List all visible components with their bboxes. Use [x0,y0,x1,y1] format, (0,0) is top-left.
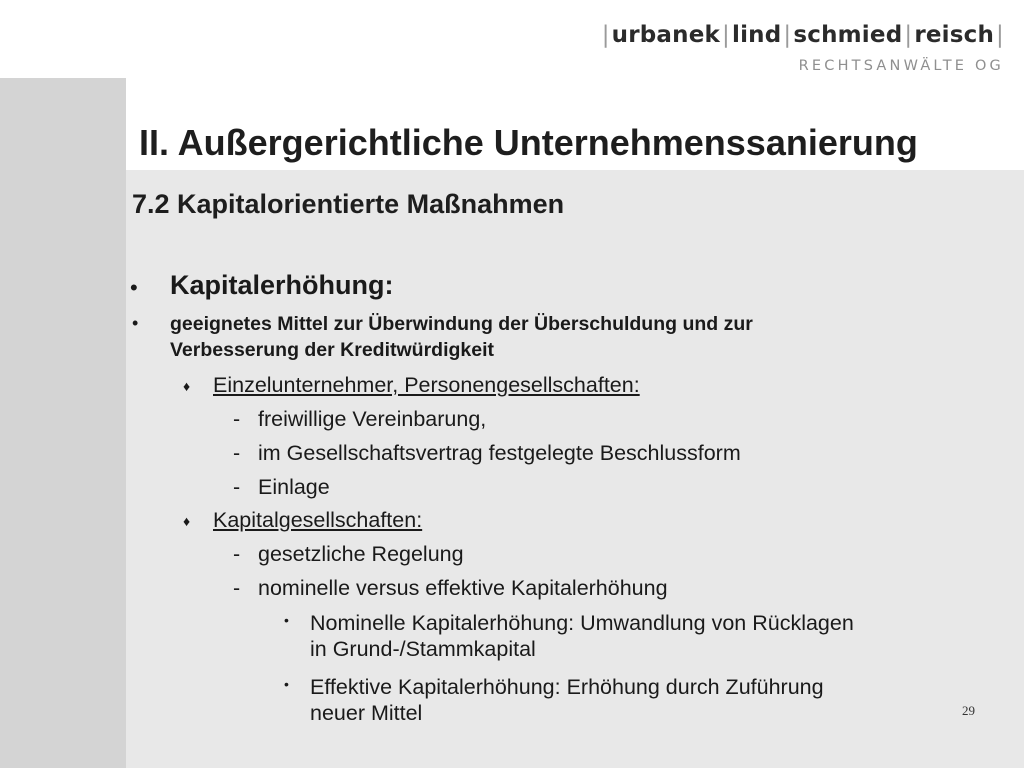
small-bullet-marker: • [284,612,289,628]
logo-name-urbanek: urbanek [611,22,721,48]
dash-marker: - [233,542,241,566]
logo-separator: | [601,22,610,48]
dash-marker: - [233,407,241,431]
dash-marker: - [233,475,241,499]
subheading-einzelunternehmer: Einzelunternehmer, Personengesellschaften: [213,373,640,397]
list-item: gesetzliche Regelung [258,542,464,566]
diamond-bullet-icon: ♦ [183,378,191,394]
list-item: nominelle versus effektive Kapitalerhöhung [258,576,668,600]
bullet-geeignetes-mittel-line1: geeignetes Mittel zur Überwindung der Überschuldung und zur [170,313,753,335]
list-item: Einlage [258,475,330,499]
left-gray-band [0,78,126,768]
list-item: freiwillige Vereinbarung, [258,407,487,431]
bullet-marker: • [130,275,138,300]
logo-separator: | [783,22,792,48]
bullet-marker: • [132,313,139,333]
logo-separator: | [722,22,730,48]
logo-subtitle: RECHTSANWÄLTE OG [798,58,1004,74]
logo-name-lind: lind [731,22,782,48]
firm-logo [600,22,1006,74]
logo-separator: | [904,22,913,48]
list-item-nominelle-line2: in Grund-/Stammkapital [310,637,536,661]
slide-title: II. Außergerichtliche Unternehmenssanierung [139,122,918,163]
logo-name-reisch: reisch [914,22,995,48]
small-bullet-marker: • [284,676,289,692]
list-item-nominelle-line1: Nominelle Kapitalerhöhung: Umwandlung von Rücklagen [310,611,854,635]
dash-marker: - [233,441,241,465]
bullet-kapitalerhoehung: Kapitalerhöhung: [170,270,394,300]
subheading-kapitalgesellschaften: Kapitalgesellschaften: [213,508,423,532]
diamond-bullet-icon: ♦ [183,513,191,529]
list-item-effektive-line1: Effektive Kapitalerhöhung: Erhöhung durch Zuführung [310,675,824,699]
logo-separator: | [996,22,1004,48]
logo-name-schmied: schmied [793,22,903,48]
section-subtitle: 7.2 Kapitalorientierte Maßnahmen [132,189,565,219]
dash-marker: - [233,576,241,600]
list-item-effektive-line2: neuer Mittel [310,701,423,725]
page-number: 29 [962,703,975,718]
list-item: im Gesellschaftsvertrag festgelegte Beschlussform [258,441,741,465]
bullet-geeignetes-mittel-line2: Verbesserung der Kreditwürdigkeit [170,339,495,361]
logo-names [600,22,1006,48]
